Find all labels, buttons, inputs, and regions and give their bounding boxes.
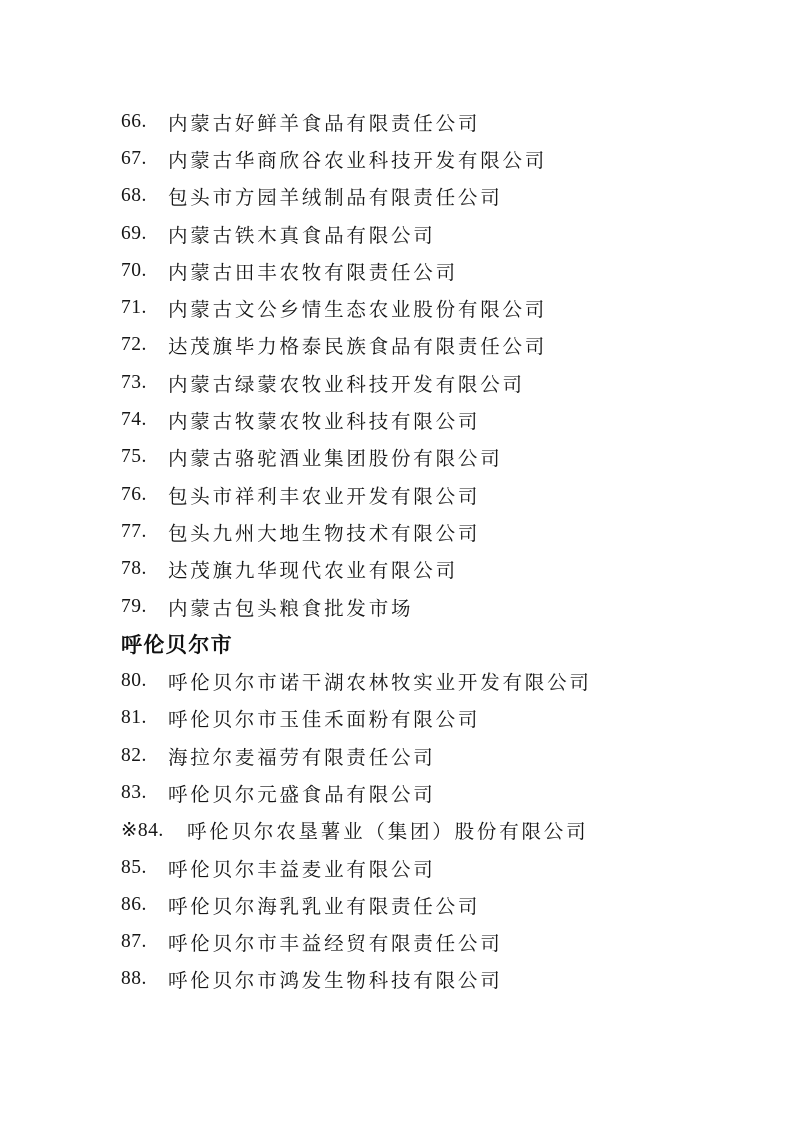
list-item: [121, 289, 763, 326]
item-number: 73.: [121, 371, 147, 393]
list-item: [121, 364, 763, 401]
list-item: [121, 886, 763, 923]
item-number: 66.: [121, 110, 147, 132]
list-item: [121, 812, 763, 849]
item-number: 75.: [121, 446, 147, 468]
company-name: 呼伦贝尔市诺干湖农林牧实业开发有限公司: [168, 673, 592, 695]
company-name: 达茂旗毕力格泰民族食品有限责任公司: [168, 337, 548, 359]
item-number: 67.: [121, 147, 147, 169]
company-name: 内蒙古绿蒙农牧业科技开发有限公司: [168, 374, 525, 396]
company-name: 内蒙古牧蒙农牧业科技有限公司: [168, 412, 481, 434]
company-name: 内蒙古包头粮食批发市场: [168, 598, 414, 620]
list-item: [121, 476, 763, 513]
list-item: [121, 178, 763, 215]
list-item: [121, 737, 763, 774]
item-number: 87.: [121, 931, 147, 953]
item-number: 76.: [121, 483, 147, 505]
list-item: [121, 924, 763, 961]
company-name: 内蒙古田丰农牧有限责任公司: [168, 262, 458, 284]
list-item: [121, 103, 763, 140]
company-name: 呼伦贝尔海乳乳业有限责任公司: [168, 896, 481, 918]
list-item: [121, 401, 763, 438]
company-name: 海拉尔麦福劳有限责任公司: [168, 747, 436, 769]
list-item: [121, 774, 763, 811]
item-number: 79.: [121, 595, 147, 617]
company-name: 呼伦贝尔元盛食品有限公司: [168, 784, 436, 806]
list-item: [121, 215, 763, 252]
list-item: [121, 140, 763, 177]
company-name: 呼伦贝尔丰益麦业有限公司: [168, 859, 436, 881]
item-number: 70.: [121, 259, 147, 281]
item-number: 86.: [121, 893, 147, 915]
company-name: 内蒙古骆驼酒业集团股份有限公司: [168, 449, 503, 471]
company-name: 内蒙古铁木真食品有限公司: [168, 225, 436, 247]
list-item: [121, 662, 763, 699]
list-item: [121, 551, 763, 588]
list-item: [121, 252, 763, 289]
company-name: 呼伦贝尔市鸿发生物科技有限公司: [168, 971, 503, 993]
list-item: [121, 961, 763, 998]
item-number: 88.: [121, 968, 147, 990]
item-number: 82.: [121, 744, 147, 766]
company-name: 内蒙古文公乡情生态农业股份有限公司: [168, 300, 548, 322]
company-name: 包头市祥利丰农业开发有限公司: [168, 486, 481, 508]
item-number: 71.: [121, 297, 147, 319]
item-number: ※84.: [121, 820, 164, 842]
item-number: 85.: [121, 856, 147, 878]
item-number: 83.: [121, 781, 147, 803]
company-name: 包头九州大地生物技术有限公司: [168, 523, 481, 545]
company-name: 呼伦贝尔市玉佳禾面粉有限公司: [168, 710, 481, 732]
company-name: 呼伦贝尔市丰益经贸有限责任公司: [168, 934, 503, 956]
section-header: 呼伦贝尔市: [121, 633, 233, 657]
list-item: [121, 513, 763, 550]
item-number: 81.: [121, 707, 147, 729]
list-item: [121, 588, 763, 625]
list-item: [121, 849, 763, 886]
item-number: 74.: [121, 409, 147, 431]
list-item: [121, 439, 763, 476]
list-item: [121, 700, 763, 737]
item-number: 80.: [121, 670, 147, 692]
company-name: 达茂旗九华现代农业有限公司: [168, 561, 458, 583]
company-name: 呼伦贝尔农垦薯业（集团）股份有限公司: [187, 822, 589, 844]
item-number: 77.: [121, 520, 147, 542]
company-list: [121, 103, 763, 998]
company-name: 内蒙古华商欣谷农业科技开发有限公司: [168, 150, 548, 172]
list-item: [121, 327, 763, 364]
item-number: 68.: [121, 185, 147, 207]
item-number: 78.: [121, 558, 147, 580]
company-name: 包头市方园羊绒制品有限责任公司: [168, 188, 503, 210]
company-name: 内蒙古好鲜羊食品有限责任公司: [168, 113, 481, 135]
item-number: 72.: [121, 334, 147, 356]
item-number: 69.: [121, 222, 147, 244]
